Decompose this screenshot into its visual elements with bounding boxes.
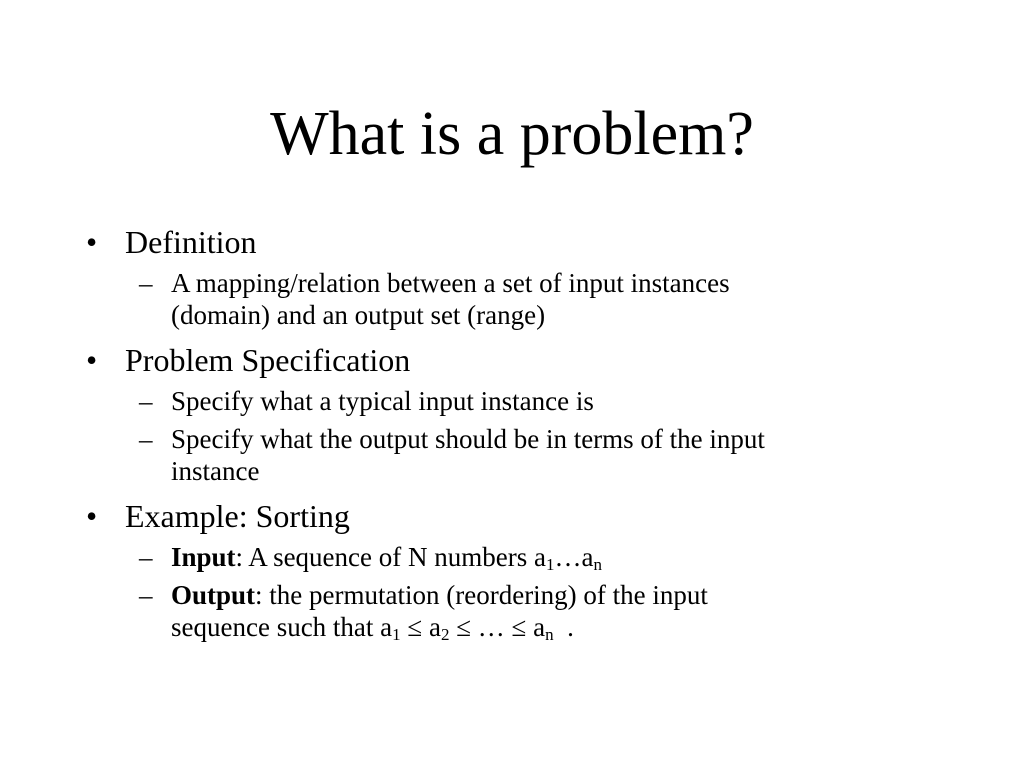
output-text: . bbox=[553, 612, 574, 642]
output-text: sequence such that a bbox=[171, 612, 393, 642]
bullet-example-sorting bbox=[86, 497, 946, 535]
bullet-problem-specification-label: Problem Specification bbox=[125, 342, 411, 378]
bullet-icon: • bbox=[86, 498, 98, 534]
bullet-icon: • bbox=[86, 224, 98, 260]
subscript: 1 bbox=[392, 625, 401, 644]
input-keyword: Input bbox=[171, 542, 236, 572]
subitem-line: Specify what the output should be in terms of the input bbox=[171, 424, 765, 454]
subscript: n bbox=[545, 625, 554, 644]
subitem-definition-text bbox=[126, 267, 946, 331]
bullet-definition bbox=[86, 223, 946, 261]
subitem-specify-input bbox=[126, 385, 946, 417]
dash-icon: – bbox=[139, 268, 153, 298]
dash-icon: – bbox=[139, 386, 153, 416]
subscript: n bbox=[593, 555, 602, 574]
output-keyword: Output bbox=[171, 580, 256, 610]
subitem-output bbox=[126, 579, 946, 643]
output-text: : the permutation (reordering) of the input bbox=[255, 580, 708, 610]
bullet-problem-specification bbox=[86, 341, 946, 379]
dash-icon: – bbox=[139, 542, 153, 572]
subitem-line: A mapping/relation between a set of input instances bbox=[171, 268, 730, 298]
subitem-line: instance bbox=[171, 456, 260, 486]
bullet-icon: • bbox=[86, 342, 98, 378]
subitem-line: (domain) and an output set (range) bbox=[171, 300, 546, 330]
definition-subitems bbox=[86, 267, 946, 331]
example-sorting-subitems bbox=[86, 541, 946, 643]
bullet-example-sorting-label: Example: Sorting bbox=[125, 498, 350, 534]
subscript: 2 bbox=[440, 625, 450, 644]
output-text: ≤ … ≤ a bbox=[449, 612, 546, 642]
output-text: ≤ a bbox=[400, 612, 441, 642]
dash-icon: – bbox=[139, 424, 153, 454]
subscript: 1 bbox=[545, 555, 555, 574]
subitem-input bbox=[126, 541, 946, 573]
input-text: : A sequence of N numbers a bbox=[235, 542, 546, 572]
subitem-line: Specify what a typical input instance is bbox=[171, 386, 594, 416]
problem-specification-subitems bbox=[86, 385, 946, 487]
dash-icon: – bbox=[139, 580, 153, 610]
slide-title: What is a problem? bbox=[270, 100, 754, 168]
bullet-definition-label: Definition bbox=[125, 224, 257, 260]
subitem-specify-output bbox=[126, 423, 946, 487]
input-text: …a bbox=[554, 542, 594, 572]
slide-content bbox=[86, 223, 946, 653]
